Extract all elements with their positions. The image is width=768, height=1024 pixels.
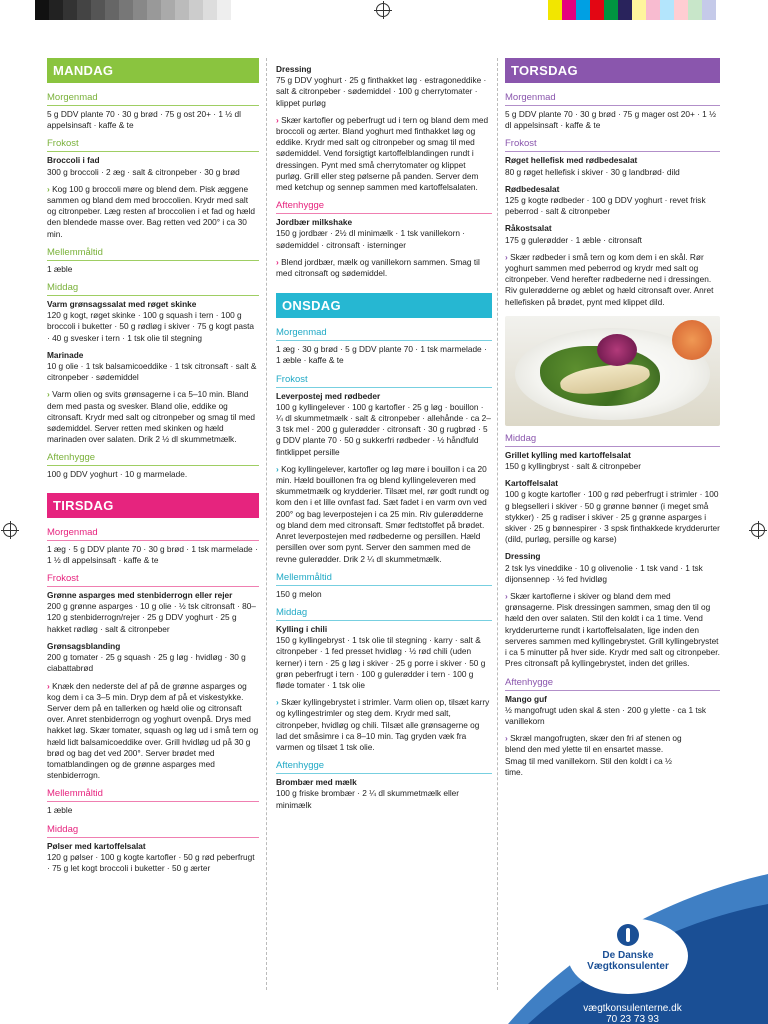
dish-title: Broccoli i fad: [47, 155, 100, 166]
method: › Skær kartofler og peberfrugt ud i tern og bland dem med broccoli og ærter. Bland yoghurt med finthakket løg og eddike. Krydr med salt og citronpeber og smag til med sødemiddel. Vend forsigtigt kartoffelblandingen rundt i dressingen. Pynt med små cherrytomater og klippet purløg. Grill eller steg pølserne på panden. Server dem med ketchup og sennep sammen med kartoffelsalaten.: [276, 114, 489, 193]
food-photo: [505, 316, 720, 426]
arrow-icon: ›: [47, 389, 50, 400]
registration-mark-top: [376, 3, 390, 17]
ingredients: 75 g DDV yoghurt · 25 g finthakket løg · estragoneddike · salt & citronpeber · sødemiddel · 100 g cherrytomater · klippet purløg: [276, 75, 487, 108]
method: › Kog kyllingelever, kartofler og løg møre i bouillon i ca 20 min. Hæld bouillonen fra og blend kyllingeleveren med skummetmælk og krydderier. Tilsæt mel, rør godt rundt og kom den i et lille ovnfast fad. Sæt fadet i en varm ovn ved 200° og bag leverpostejen i ca 25 min. Riv gulerødderne og bland dem med citronsaft. Smør fedtstoffet på brødet. Anret leverpostejen med rødbederne og persillen. Hæld persillen over som pynt. Server den sammen med de revne gulerødder. Drik 2 ¼ dl skummetmælk.: [276, 463, 490, 564]
column-divider: [266, 58, 267, 990]
ingredients: ½ mangofrugt uden skal & sten · 200 g ylette · ca 1 tsk vanillekorn: [505, 704, 707, 726]
column-divider: [497, 58, 498, 990]
method: › Varm olien og svits grønsagerne i ca 5–10 min. Bland dem med pasta og svesker. Bland olie, eddike og citronsaft. Krydr med salt og citronpeber og smag til med sødemiddel. Server retten med skinken og hæld marinaden over salaten. Drik 2 ½ dl skummetmælk.: [47, 389, 255, 445]
section-mellemmaaltid: Mellemmåltid: [47, 247, 259, 261]
section-morgenmad: Morgenmad: [276, 327, 492, 341]
section-middag: Middag: [47, 282, 259, 296]
arrow-icon: ›: [505, 591, 508, 602]
arrow-icon: ›: [505, 251, 508, 262]
day-header-mandag: MANDAG: [47, 58, 259, 83]
morgenmad-text: 5 g DDV plante 70 · 30 g brød · 75 g mager ost 20+ · 1 ½ dl appelsinsaft · kaffe & te: [505, 109, 716, 131]
print-grayscale-bar: [35, 0, 231, 20]
section-morgenmad: Morgenmad: [505, 92, 720, 106]
arrow-icon: ›: [276, 114, 279, 125]
logo-text: De Danske Vægtkonsulenter: [587, 950, 669, 972]
registration-mark-right: [751, 523, 765, 537]
dish-title: Grønne asparges med stenbiderrogn eller rejer: [47, 590, 233, 601]
column-2: [276, 62, 492, 811]
beet-shape: [597, 334, 637, 366]
arrow-icon: ›: [276, 256, 279, 267]
mellemmaaltid-text: 1 æble: [47, 263, 73, 274]
ingredients: 10 g olie · 1 tsk balsamicoeddike · 1 tsk citronsaft · salt & citronpeber · sødemiddel: [47, 361, 257, 383]
dish-title: Brombær med mælk: [276, 777, 357, 788]
print-color-bar: [548, 0, 716, 20]
method: › Skær rødbeder i små tern og kom dem i en skål. Rør yoghurt sammen med peberrod og krydr med salt og citronpeber. Vend herefter rødbederne ned i dressingen. Riv gulerødderne og æblet og hæld citronsaft over. Anret hellefisken på brødet, pynt med klippet dild.: [505, 251, 714, 307]
dish-title: Rødbedesalat: [505, 183, 560, 194]
ingredients: 150 g jordbær · 2½ dl minimælk · 1 tsk vanillekorn · sødemiddel · citronsaft · isterninger: [276, 228, 466, 250]
morgenmad-text: 1 æg · 5 g DDV plante 70 · 30 g brød · 1 tsk marmelade · 1 ½ dl appelsinsaft · kaffe & te: [47, 543, 258, 565]
day-header-onsdag: ONSDAG: [276, 293, 492, 318]
arrow-icon: ›: [276, 697, 279, 708]
info-badge-icon: [617, 924, 639, 946]
method: › Blend jordbær, mælk og vanillekorn sammen. Smag til med citronsaft og sødemiddel.: [276, 256, 480, 279]
method: › Skær kyllingebrystet i strimler. Varm olien op, tilsæt karry og kyllingestrimler og steg dem. Krydr med salt, citronpeber, hvidløg og chili. Tilsæt alle grønsagerne og lad det småsimre i ca 8–10 min. Tag gryden væk fra varmen og tilsæt 1 tsk olie.: [276, 697, 490, 752]
section-aftenhygge: Aftenhygge: [505, 677, 720, 691]
dish-title: Varm grønsagssalat med røget skinke: [47, 299, 197, 310]
dish-title: Marinade: [47, 349, 84, 360]
brand-logo[interactable]: [568, 918, 688, 994]
section-frokost: Frokost: [47, 573, 259, 587]
ingredients: 100 g friske brombær · 2 ¼ dl skummetmælk eller minimælk: [276, 788, 460, 810]
arrow-icon: ›: [47, 183, 50, 194]
section-aftenhygge: Aftenhygge: [276, 760, 492, 774]
morgenmad-text: 1 æg · 30 g brød · 5 g DDV plante 70 · 1 tsk marmelade · 1 æble · kaffe & te: [276, 344, 487, 366]
phone-number: 70 23 73 93: [606, 1015, 659, 1024]
dish-title: Mango guf: [505, 693, 547, 704]
ingredients: 150 g kyllingebryst · 1 tsk olie til stegning · karry · salt & citronpeber · 1 fed presset hvidløg · ½ rød chili (uden kerner) i tern · 25 g løg i skiver · 25 g porre i skiver · 50 g grøn peberfrugt i tern · 100 g gulerødder i tern · 100 g fløde tomater · 1 tsk olie: [276, 635, 486, 690]
section-mellemmaaltid: Mellemmåltid: [276, 572, 492, 586]
day-header-torsdag: TORSDAG: [505, 58, 720, 83]
ingredients: 150 g kyllingbryst · salt & citronpeber: [505, 461, 642, 472]
carrot-shape: [672, 320, 712, 360]
column-3: [505, 58, 720, 778]
dish-title: Råkostsalat: [505, 223, 552, 234]
dish-title: Jordbær milkshake: [276, 217, 353, 228]
arrow-icon: ›: [276, 463, 279, 474]
arrow-icon: ›: [47, 680, 50, 691]
day-header-tirsdag: TIRSDAG: [47, 493, 259, 518]
website-link[interactable]: vægtkonsulenterne.dk: [583, 1003, 682, 1014]
mellemmaaltid-text: 150 g melon: [276, 588, 322, 599]
column-1: [47, 58, 259, 874]
aftenhygge-text: 100 g DDV yoghurt · 10 g marmelade.: [47, 469, 188, 480]
ingredients: 120 g kogt, røget skinke · 100 g squash i tern · 100 g broccoli i buketter · 50 g rødløg i skiver · 75 g kogt pasta · 40 g svesker i tern · 1 tsk olie til stegning: [47, 310, 255, 343]
section-morgenmad: Morgenmad: [47, 527, 259, 541]
method: › Skær kartoflerne i skiver og bland dem med grønsagerne. Pisk dressingen sammen, smag den til og hæld den over salaten. Stil den koldt i ca 1 time. Vend krydderurterne rundt i kartoffelsalaten, lige inden den serveres sammen med kyllingebrystet. Grill kyllingebrystet i ca 5 minutter på hver side. Krydr med salt og citronpeber. Pres citronsaft på kyllingebrystet, inden det grilles.: [505, 591, 720, 669]
method: › Skræl mangofrugten, skær den fri af stenen og blend den med ylette til en ensartet masse. Smag til med vanillekorn. Stil den koldt i ca ½ time.: [505, 733, 682, 777]
section-middag: Middag: [276, 607, 492, 621]
section-morgenmad: Morgenmad: [47, 92, 259, 106]
dish-title: Grønsagsblanding: [47, 640, 121, 651]
dish-title: Røget hellefisk med rødbedesalat: [505, 155, 638, 166]
method: › Knæk den nederste del af på de grønne asparges og kog dem i ca 3–5 min. Dryp dem af på et viskestykke. Server dem på en tallerken og hæld olie og citronsaft over. Anret stenbiderrogn og yoghurt ovenpå. Drys med hakket løg. Skær tomater, squash og løg ud i små tern og hæld lidt balsamicoeddike over. Grill hvidløg ud på 30 g brød og bag det ved 200°. Server brødet med tomatblandingen og de grønne asparges med stenbiderrogn.: [47, 680, 259, 781]
ingredients: 175 g gulerødder · 1 æble · citronsaft: [505, 234, 642, 245]
section-aftenhygge: Aftenhygge: [47, 452, 259, 466]
ingredients: 100 g kyllingelever · 100 g kartofler · 25 g løg · bouillon · ¼ dl skummetmælk · salt & citronpeber · allehånde · ca 2–3 tsk mel · 200 g gulerødder · citronsaft · 30 g rugbrød · 5 g DDV plante 70 · 50 g sukkerfri rødbeder · ½ håndfuld fintklippet persille: [276, 401, 491, 457]
registration-mark-left: [3, 523, 17, 537]
ingredients: 200 g grønne asparges · 10 g olie · ½ tsk citronsaft · 80–120 g stenbiderrogn/rejer · 25 g DDV yoghurt · 25 g hakket rødløg · salt & citronpeber: [47, 601, 256, 634]
dish-title: Dressing: [505, 551, 541, 562]
dish-title: Grillet kylling med kartoffelsalat: [505, 449, 631, 460]
arrow-icon: ›: [505, 733, 508, 744]
section-aftenhygge: Aftenhygge: [276, 200, 492, 214]
ingredients: 120 g pølser · 100 g kogte kartofler · 50 g rød peberfrugt · 75 g let kogt broccoli i buketter · 50 g ærter: [47, 851, 255, 873]
section-middag: Middag: [47, 824, 259, 838]
ingredients: 200 g tomater · 25 g squash · 25 g løg · hvidløg · 30 g ciabattabrød: [47, 652, 246, 674]
mellemmaaltid-text: 1 æble: [47, 805, 73, 816]
ingredients: 100 g kogte kartofler · 100 g rød peberfrugt i strimler · 100 g blegselleri i skiver · 50 g grønne bønner (i meget små stykker) · 25 g radiser i skiver · 25 g grønne asparges i skiver · 25 g bønnespirer · 3 spsk finthakkede krydderurter (dild, purløg, persille og karse): [505, 489, 720, 545]
dish-title: Kartoffelsalat: [505, 478, 559, 489]
ingredients: 300 g broccoli · 2 æg · salt & citronpeber · 30 g brød: [47, 166, 240, 177]
ingredients: 125 g kogte rødbeder · 100 g DDV yoghurt · revet frisk peberrod · salt & citronpeber: [505, 195, 706, 217]
dish-title: Kylling i chili: [276, 623, 328, 634]
footer-contact: [575, 1003, 690, 1015]
section-mellemmaaltid: Mellemmåltid: [47, 788, 259, 802]
method: › Kog 100 g broccoli møre og blend dem. Pisk æggene sammen og bland dem med broccolien. Krydr med salt og citronpeber. Læg resten af broccolien i et fad og hæld den blendede masse over. Bag retten ved 200° i ca 30 min.: [47, 183, 256, 239]
ingredients: 80 g røget hellefisk i skiver · 30 g landbrød· dild: [505, 166, 680, 177]
section-middag: Middag: [505, 433, 720, 447]
section-frokost: Frokost: [276, 374, 492, 388]
morgenmad-text: 5 g DDV plante 70 · 30 g brød · 75 g ost 20+ · 1 ½ dl appelsinsaft · kaffe & te: [47, 109, 241, 131]
section-frokost: Frokost: [505, 138, 720, 152]
dish-title: Pølser med kartoffelsalat: [47, 840, 146, 851]
section-frokost: Frokost: [47, 138, 259, 152]
ingredients: 2 tsk lys vineddike · 10 g olivenolie · 1 tsk vand · 1 tsk dijonsennep · ½ fed hvidløg: [505, 562, 703, 584]
dish-title: Dressing: [276, 64, 312, 74]
dish-title: Leverpostej med rødbeder: [276, 390, 381, 401]
